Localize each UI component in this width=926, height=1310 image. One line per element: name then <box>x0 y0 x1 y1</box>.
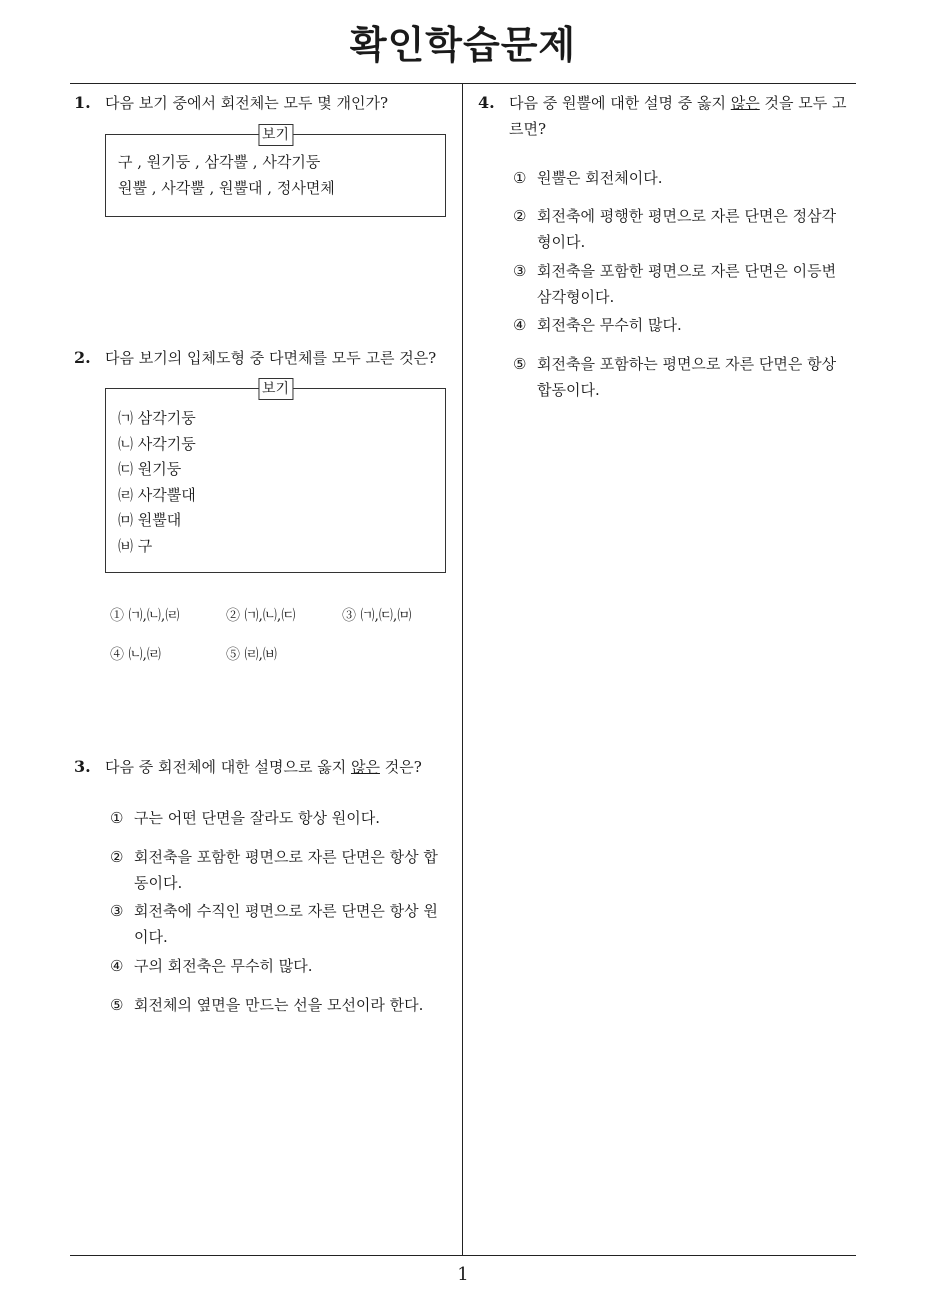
statement[interactable]: ③ 회전축을 포함한 평면으로 자른 단면은 이등변 삼각형이다. <box>513 258 858 310</box>
box-label: 보기 <box>258 378 293 400</box>
statement[interactable]: ③ 회전축에 수직인 평면으로 자른 단면은 항상 원 이다. <box>110 898 455 950</box>
question-number: 4. <box>478 93 495 112</box>
answer-choice[interactable]: ② ㈀,㈁,㈂ <box>226 608 296 624</box>
column-divider <box>462 84 463 1255</box>
statement-number: ① <box>513 169 527 187</box>
statement[interactable]: ① 구는 어떤 단면을 잘라도 항상 원이다. <box>110 805 455 831</box>
answer-choice[interactable]: ① ㈀,㈁,㈃ <box>110 608 180 624</box>
underlined-emphasis: 않은 <box>730 94 760 112</box>
question-text: 다음 보기의 입체도형 중 다면체를 모두 고른 것은? <box>105 349 437 367</box>
box-line: 구 , 원기둥 , 삼각뿔 , 사각기둥 <box>118 153 321 171</box>
question-text-continued: 르면? <box>509 120 547 138</box>
statement[interactable]: ④ 회전축은 무수히 많다. <box>513 312 858 338</box>
example-box <box>105 381 446 573</box>
question-2 <box>74 345 454 371</box>
statement-number: ② <box>110 848 124 866</box>
statement[interactable]: ① 원뿔은 회전체이다. <box>513 165 858 191</box>
statement[interactable]: ④ 구의 회전축은 무수히 많다. <box>110 953 455 979</box>
statement-number: ④ <box>110 957 124 975</box>
statement-number: ⑤ <box>513 355 527 373</box>
box-line: 원뿔 , 사각뿔 , 원뿔대 , 정사면체 <box>118 179 335 197</box>
underlined-emphasis: 않은 <box>350 758 380 776</box>
question-3 <box>74 754 454 780</box>
answer-choice[interactable]: ④ ㈁,㈃ <box>110 647 161 663</box>
box-item: ㈀ 삼각기둥 <box>118 409 196 427</box>
answer-choice[interactable]: ⑤ ㈃,㈅ <box>226 647 277 663</box>
box-item: ㈄ 원뿔대 <box>118 511 182 529</box>
question-number: 2. <box>74 348 91 367</box>
box-item: ㈃ 사각뿔대 <box>118 486 196 504</box>
question-4 <box>478 90 863 142</box>
question-text: 다음 보기 중에서 회전체는 모두 몇 개인가? <box>105 94 388 112</box>
statement-number: ① <box>110 809 124 827</box>
statement[interactable]: ⑤ 회전체의 옆면을 만드는 선을 모선이라 한다. <box>110 992 455 1018</box>
statement-number: ③ <box>110 902 124 920</box>
question-number: 1. <box>74 93 91 112</box>
statement[interactable]: ② 회전축을 포함한 평면으로 자른 단면은 항상 합 동이다. <box>110 844 455 896</box>
top-rule <box>70 83 856 84</box>
box-item: ㈂ 원기둥 <box>118 460 182 478</box>
statement[interactable]: ⑤ 회전축을 포함하는 평면으로 자른 단면은 항상 합동이다. <box>513 351 858 403</box>
statement-number: ② <box>513 207 527 225</box>
question-number: 3. <box>74 757 91 776</box>
question-text: 다음 중 원뿔에 대한 설명 중 옳지 않은 것을 모두 고 <box>509 94 847 112</box>
statement-number: ⑤ <box>110 996 124 1014</box>
question-1 <box>74 90 454 116</box>
statement-number: ③ <box>513 262 527 280</box>
box-item: ㈅ 구 <box>118 537 153 555</box>
box-label: 보기 <box>258 124 293 146</box>
answer-choice[interactable]: ③ ㈀,㈂,㈄ <box>342 608 412 624</box>
page-number: 1 <box>457 1264 469 1285</box>
bottom-rule <box>70 1255 856 1256</box>
statement-number: ④ <box>513 316 527 334</box>
question-text: 다음 중 회전체에 대한 설명으로 옳지 않은 것은? <box>105 758 422 776</box>
box-item: ㈁ 사각기둥 <box>118 435 196 453</box>
statement[interactable]: ② 회전축에 평행한 평면으로 자른 단면은 정삼각 형이다. <box>513 203 858 255</box>
page-title: 확인학습문제 <box>349 23 577 67</box>
example-box <box>105 127 446 217</box>
